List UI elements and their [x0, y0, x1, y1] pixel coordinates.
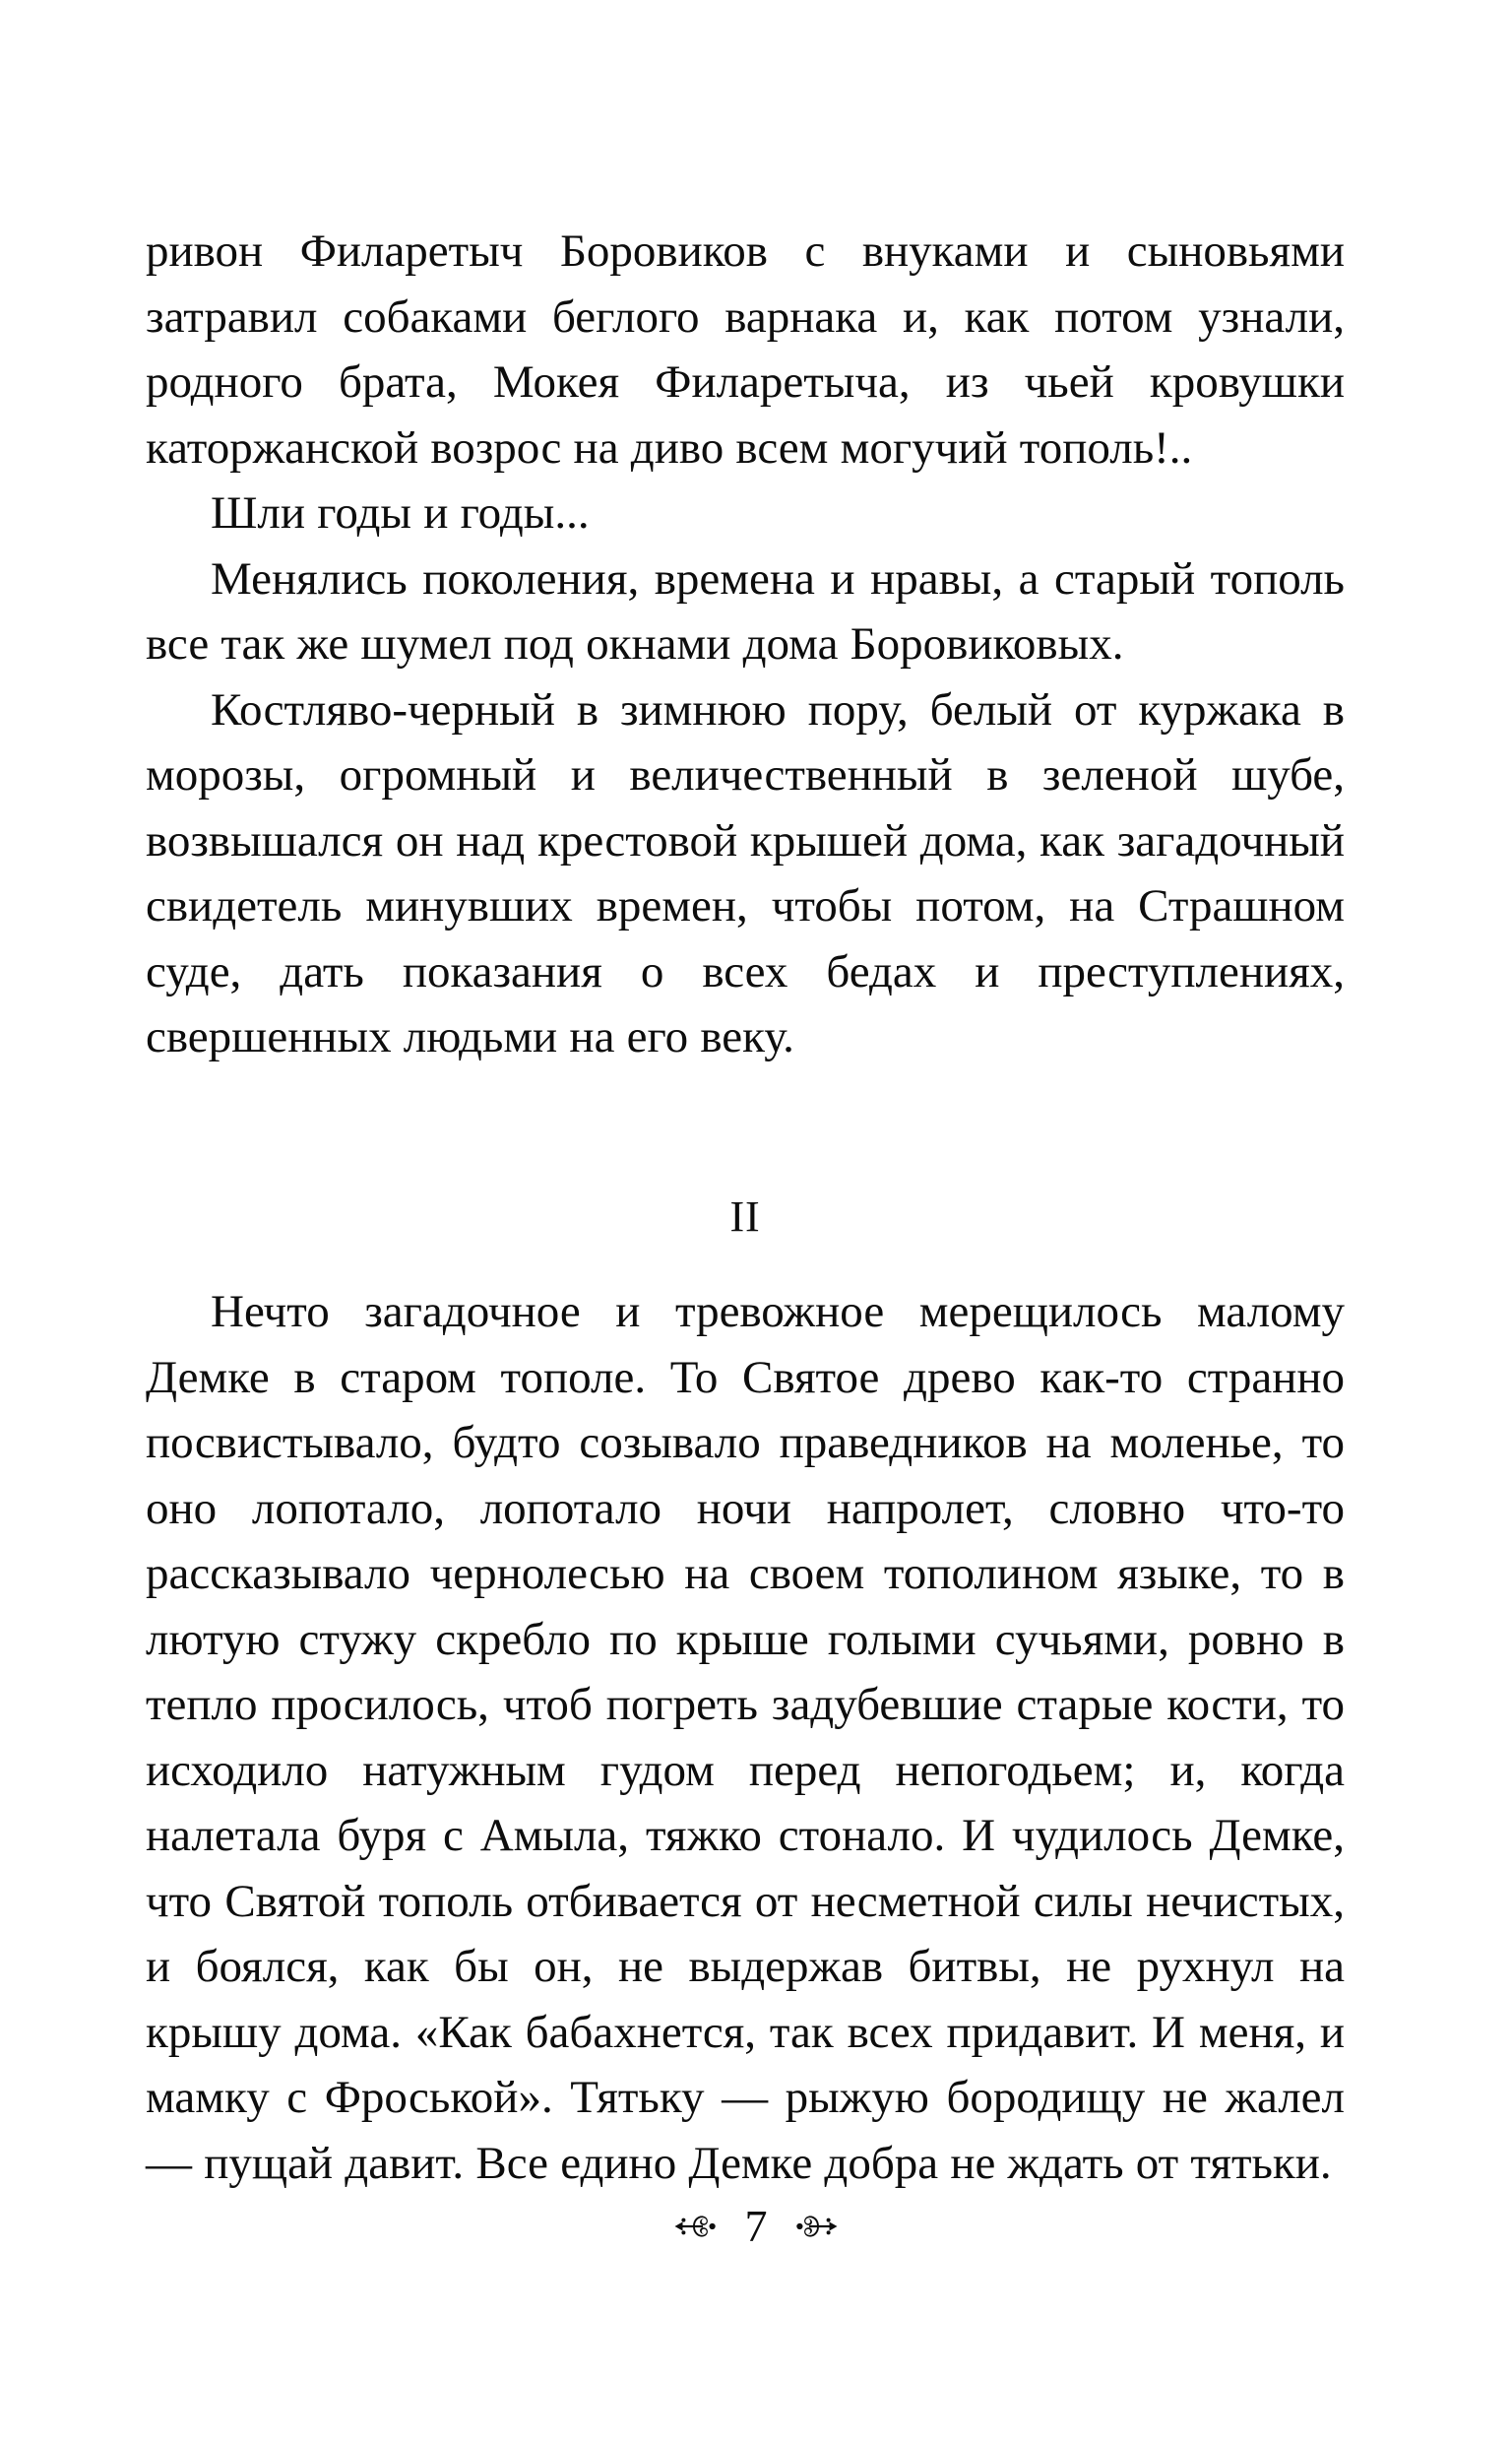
chapter-spacer-top [146, 1070, 1345, 1185]
chapter-number: II [729, 1191, 761, 1241]
page-footer [0, 2201, 1512, 2251]
page-number: 7 [744, 2201, 768, 2251]
paragraph: Менялись поколения, времена и нравы, а старый тополь все так же шумел под окнами дома Боровиковых. [146, 552, 1345, 670]
flourish-ornament [673, 2210, 717, 2243]
paragraph: Костляво-черный в зимнюю пору, белый от куржака в морозы, огромный и величественный в зеленой шубе, возвышался он над крестовой крышей дома, как загадочный свидетель минувших времен, чтобы потом, на Страшном суде, дать показания о всех бедах и преступлениях, свершенных людьми на его веку. [146, 683, 1345, 1062]
paragraph: Нечто загадочное и тревожное мерещилось малому Демке в старом тополе. То Святое древо как-то странно посвистывало, будто созывало праведников на моленье, то оно лопотало, лопотало ночи напролет, словно что-то рассказывало чернолесью на своем тополином языке, то в лютую стужу скребло по крыше голыми сучьями, ровно в тепло просилось, чтоб погреть задубевшие старые кости, то исходило натужным гудом перед непогодьем; и, когда налетала буря с Амыла, тяжко стонало. И чудилось Демке, что Святой тополь отбивается от несметной силы нечистых, и боялся, как бы он, не выдержав битвы, не рухнул на крышу дома. «Как бабахнется, так всех придавит. И меня, и мамку с Фроськой». Тятьку — рыжую бородищу не жалел — пущай давит. Все едино Демке добра не ждать от тятьки. [146, 1286, 1345, 2189]
chapter-spacer-bottom [146, 1250, 1345, 1279]
flourish-ornament-mirrored [795, 2210, 839, 2243]
paragraph-continuation: ривон Филаретыч Боровиков с внуками и сыновьями затравил собаками беглого варнака и, как потом узнали, родного брата, Мокея Филаретыча, из чьей кровушки каторжанской возрос на диво всем могучий тополь!.. [146, 225, 1345, 474]
paragraph: Шли годы и годы... [211, 487, 590, 539]
page-text-block [146, 219, 1345, 2196]
